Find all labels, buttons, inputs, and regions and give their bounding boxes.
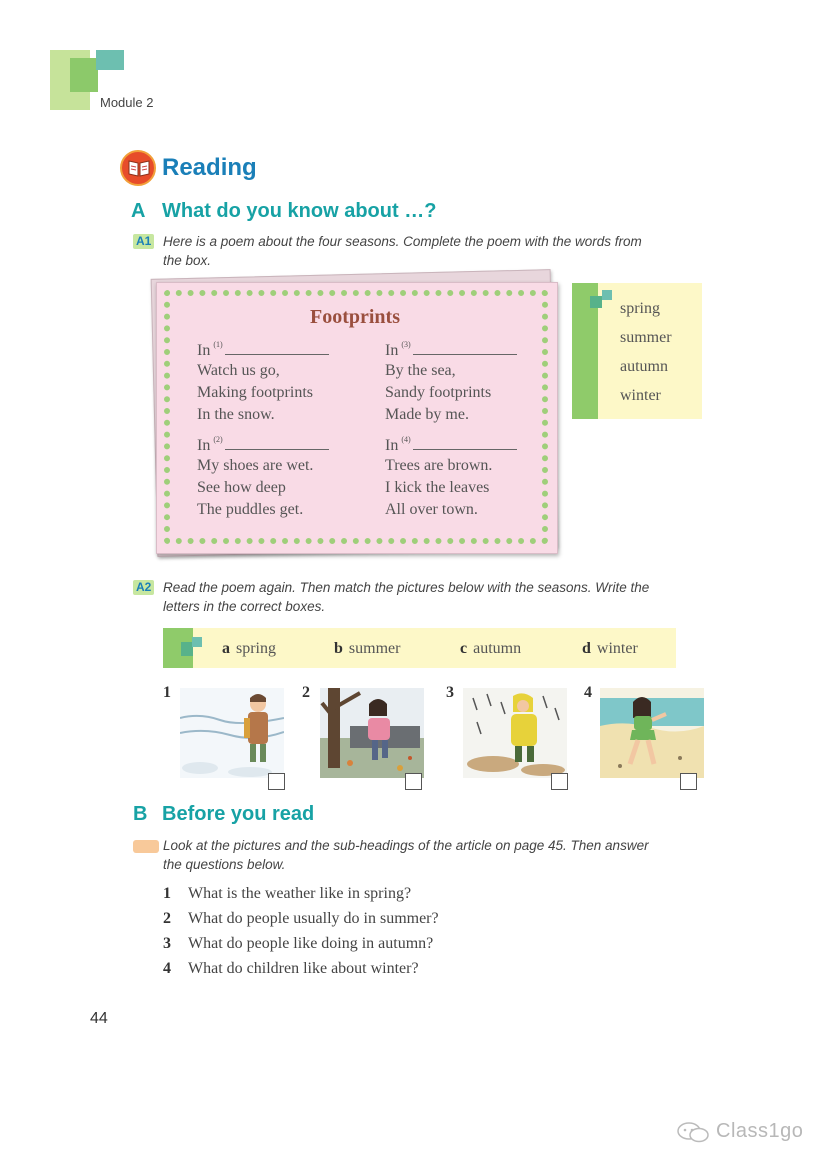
poem-line: By the sea, — [385, 362, 456, 379]
question-text: What do children like about winter? — [188, 960, 419, 977]
poem-blank-line — [197, 435, 329, 455]
season-option — [334, 640, 400, 658]
instruction-line: Here is a poem about the four seasons. Complete the poem with the words from — [163, 234, 642, 249]
answer-box[interactable] — [680, 773, 697, 790]
answer-blank[interactable] — [225, 342, 329, 355]
answer-blank[interactable] — [413, 342, 517, 355]
instruction-line: the questions below. — [163, 857, 286, 872]
word-box-item: winter — [620, 387, 661, 404]
poem-line: I kick the leaves — [385, 479, 490, 496]
poem-line: Watch us go, — [197, 362, 280, 379]
section-title-b: Before you read — [162, 803, 315, 825]
season-label: summer — [348, 640, 401, 657]
section-title-a: What do you know about …? — [162, 200, 437, 222]
question-text: What do people usually do in summer? — [188, 910, 439, 927]
question-number: 4 — [163, 960, 171, 977]
season-option — [222, 640, 276, 658]
chat-bubble-icon — [676, 1120, 710, 1144]
season-option — [582, 640, 638, 658]
season-letter: d — [582, 640, 591, 657]
poem-line: Sandy footprints — [385, 384, 492, 401]
poem-line: My shoes are wet. — [197, 457, 314, 474]
poem-blank-line — [197, 340, 329, 360]
season-letter: b — [334, 640, 343, 657]
poem-lead-word: In — [197, 437, 211, 454]
rain-scene-icon — [463, 688, 567, 778]
poem-lead-word: In — [197, 342, 211, 359]
instruction-line: Look at the pictures and the sub-headings of the article on page 45. Then answer — [163, 838, 649, 853]
word-box-item: autumn — [620, 358, 668, 375]
answer-blank[interactable] — [413, 437, 517, 450]
poem-lead-word: In — [385, 437, 399, 454]
instruction-line: Read the poem again. Then match the pictures below with the seasons. Write the — [163, 580, 650, 595]
deco-square — [590, 296, 602, 308]
instruction-a1 — [163, 232, 703, 270]
picture-number: 2 — [302, 684, 310, 701]
page-number: 44 — [90, 1010, 108, 1027]
deco-square — [602, 290, 612, 300]
word-box-item: summer — [620, 329, 672, 346]
instruction-line: the box. — [163, 253, 212, 268]
season-option — [460, 640, 521, 658]
season-label: autumn — [473, 640, 522, 657]
winter-scene-icon — [180, 688, 284, 778]
question-text: What is the weather like in spring? — [188, 885, 412, 902]
section-letter-a: A — [131, 200, 146, 222]
poem-blank-line — [385, 435, 517, 455]
poem-line: All over town. — [385, 501, 478, 518]
season-label: spring — [236, 640, 276, 657]
exercise-tag-b — [133, 840, 159, 853]
blank-number: (3) — [401, 340, 411, 349]
question-number: 2 — [163, 910, 171, 927]
poem-lead-word: In — [385, 342, 399, 359]
answer-box[interactable] — [551, 773, 568, 790]
deco-square — [192, 637, 202, 647]
blank-number: (1) — [213, 340, 223, 349]
instruction-a2 — [163, 578, 703, 616]
section-letter-b: B — [133, 803, 148, 825]
season-letter: a — [222, 640, 230, 657]
question-number: 1 — [163, 885, 171, 902]
blank-number: (4) — [401, 435, 411, 444]
season-label: winter — [596, 640, 638, 657]
poem-blank-line — [385, 340, 517, 360]
watermark-text: Class1go — [716, 1120, 804, 1142]
poem-title: Footprints — [310, 306, 400, 328]
poem-line: Trees are brown. — [385, 457, 493, 474]
module-deco-square — [70, 58, 98, 92]
exercise-tag-a1: A1 — [133, 234, 154, 249]
book-icon — [120, 150, 156, 186]
answer-blank[interactable] — [225, 437, 329, 450]
poem-line: The puddles get. — [197, 501, 304, 518]
instruction-b — [163, 836, 703, 874]
question-text: What do people like doing in autumn? — [188, 935, 434, 952]
answer-box[interactable] — [405, 773, 422, 790]
poem-line: In the snow. — [197, 406, 275, 423]
section-title-reading: Reading — [162, 154, 257, 181]
module-label: Module 2 — [100, 95, 154, 110]
picture-number: 4 — [584, 684, 592, 701]
exercise-tag-a2: A2 — [133, 580, 154, 595]
beach-scene-icon — [600, 688, 704, 778]
season-letter: c — [460, 640, 468, 657]
poem-line: Made by me. — [385, 406, 469, 423]
module-deco-square — [96, 50, 124, 70]
poem-line: See how deep — [197, 479, 286, 496]
picture-number: 3 — [446, 684, 454, 701]
autumn-scene-icon — [320, 688, 424, 778]
answer-box[interactable] — [268, 773, 285, 790]
word-box-item: spring — [620, 300, 660, 317]
blank-number: (2) — [213, 435, 223, 444]
poem-line: Making footprints — [197, 384, 313, 401]
instruction-line: letters in the correct boxes. — [163, 599, 326, 614]
picture-number: 1 — [163, 684, 171, 701]
question-number: 3 — [163, 935, 171, 952]
